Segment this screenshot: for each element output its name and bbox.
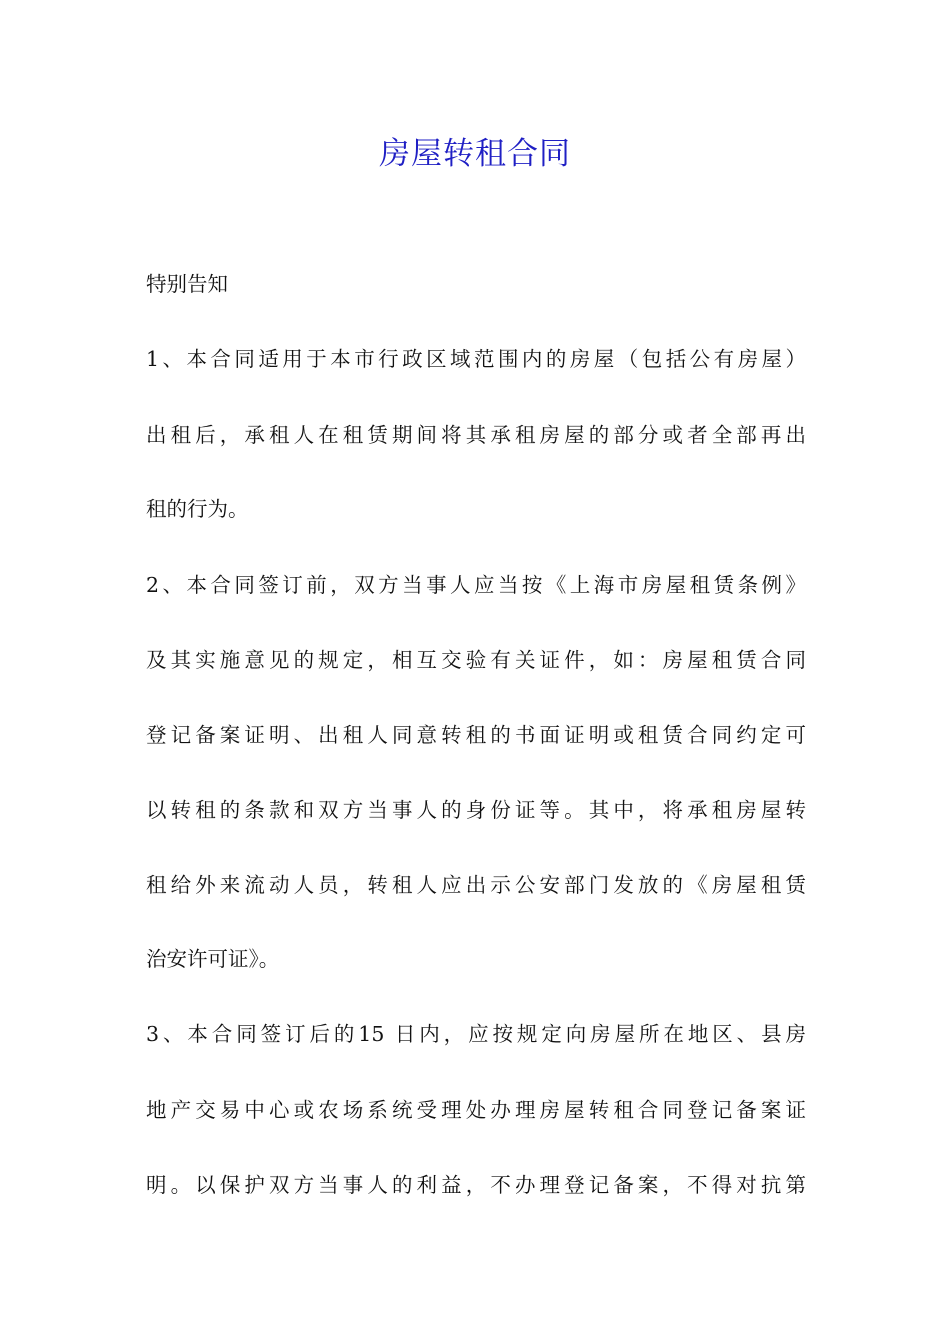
body-line-4: 2、本合同签订前，双方当事人应当按《上海市房屋租赁条例》	[146, 573, 806, 597]
notice-heading: 特别告知	[146, 272, 228, 296]
body-line-3: 租的行为。	[146, 497, 249, 521]
document-title: 房屋转租合同	[379, 136, 571, 172]
body-line-7: 以转租的条款和双方当事人的身份证等。其中，将承租房屋转	[146, 798, 806, 822]
body-line-2: 出租后，承租人在租赁期间将其承租房屋的部分或者全部再出	[146, 423, 806, 447]
body-line-11: 地产交易中心或农场系统受理处办理房屋转租合同登记备案证	[146, 1098, 806, 1122]
body-line-6: 登记备案证明、出租人同意转租的书面证明或租赁合同约定可	[146, 723, 806, 747]
body-line-1: 1、本合同适用于本市行政区域范围内的房屋（包括公有房屋）	[146, 347, 806, 371]
body-line-10: 3、本合同签订后的15 日内，应按规定向房屋所在地区、县房	[146, 1022, 806, 1046]
body-line-12: 明。以保护双方当事人的利益，不办理登记备案，不得对抗第	[146, 1173, 806, 1197]
body-line-8: 租给外来流动人员，转租人应出示公安部门发放的《房屋租赁	[146, 873, 806, 897]
body-line-9: 治安许可证》。	[146, 947, 280, 971]
body-line-5: 及其实施意见的规定，相互交验有关证件，如：房屋租赁合同	[146, 648, 806, 672]
